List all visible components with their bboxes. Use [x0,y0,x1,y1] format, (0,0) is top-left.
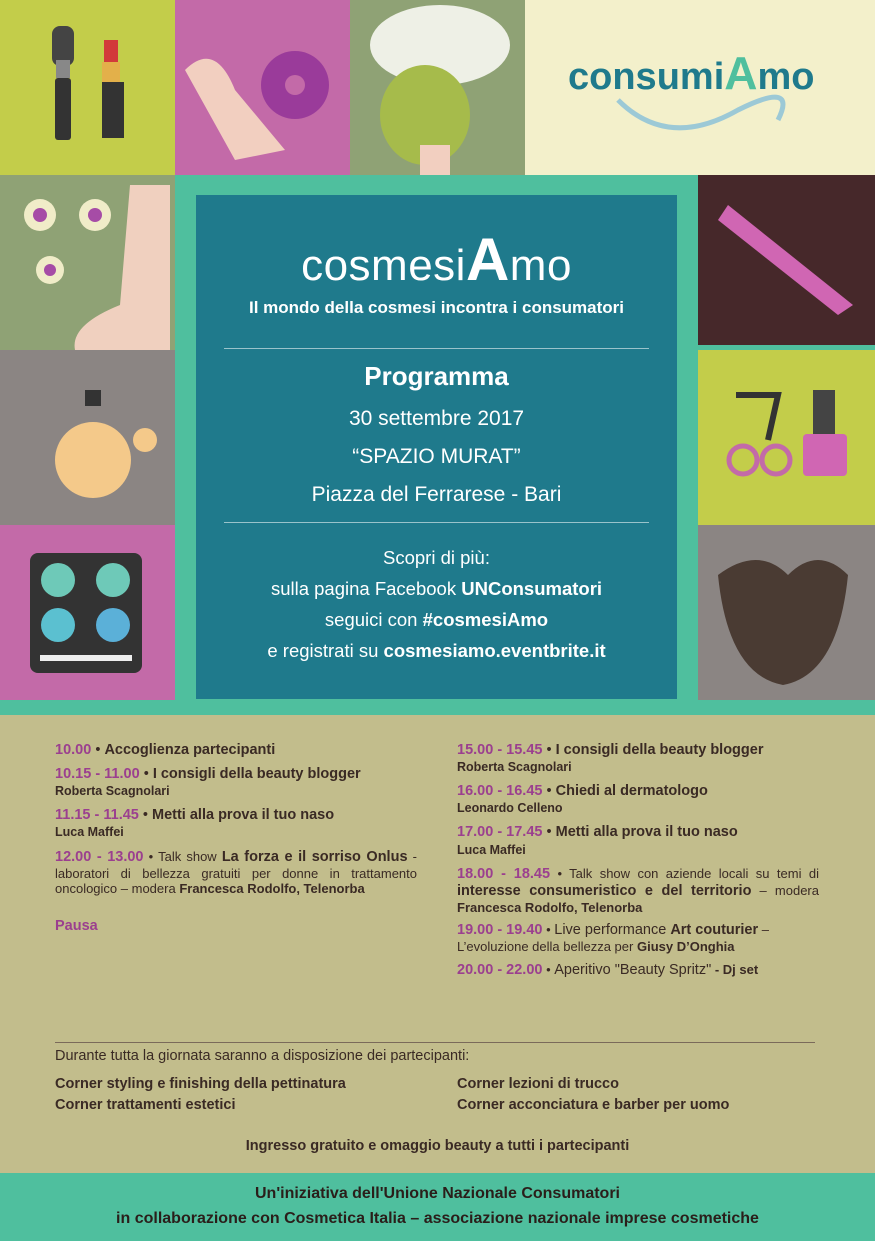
foot-flowers-icon [0,175,175,350]
tile-face-mask [350,0,525,175]
event-venue: “SPAZIO MURAT” [352,445,521,468]
hashtag: #cosmesiAmo [422,609,549,630]
footer-line-1: Un'iniziativa dell'Unione Nazionale Consumatori [255,1185,620,1202]
schedule-item-live: 19.00 - 19.40 • Live performance Art couturier – L’evoluzione della bellezza per Giusy D’Onghia [457,922,769,955]
perfume-icon [0,350,175,525]
event-address: Piazza del Ferrarese - Bari [311,483,562,506]
schedule-item: 15.00 - 15.45 • I consigli della beauty blogger Roberta Scagnolari [457,742,764,775]
schedule-item: 11.15 - 11.45 • Metti alla prova il tuo naso Luca Maffei [55,807,335,840]
programma-heading: Programma [364,361,509,391]
tile-foot [0,175,175,350]
tile-hand [175,0,350,175]
eyeshadow-palette-icon [0,525,175,700]
subtitle: Il mondo della cosmesi incontra i consumatori [248,298,625,317]
tile-eyeshadow [0,525,175,700]
schedule-item-aperitivo: 20.00 - 22.00 • Aperitivo "Beauty Spritz" - Dj set [457,961,759,978]
beard-scissors-icon [698,525,875,700]
pausa-label: Pausa [55,918,98,935]
tile-makeup-brush [0,0,175,175]
schedule-right [457,742,819,986]
eyelash-curler-nailpolish-icon [698,350,875,525]
schedule-item: 10.00 • Accoglienza partecipanti [55,742,276,758]
face-mask-icon [350,0,525,175]
corner-item: Corner styling e finishing della pettinatura [55,1076,346,1092]
tile-perfume [0,350,175,525]
consumiamo-logo: consumiAmo [568,40,848,140]
during-text: Durante tutta la giornata saranno a disposizione dei partecipanti: [55,1048,470,1064]
schedule-item: 10.15 - 11.00 • I consigli della beauty blogger Roberta Scagnolari [55,766,361,799]
facebook-line: sulla pagina Facebook UNConsumatori [270,578,603,599]
hand-flower-icon [175,0,350,175]
register-line: e registrati su cosmesiamo.eventbrite.it [267,640,606,661]
footer-line-2: in collaborazione con Cosmetica Italia – associazione nazionale imprese cosmetiche [116,1210,759,1227]
schedule-left [55,742,417,942]
discover-text: Scopri di più: [383,547,490,568]
schedule-item: 17.00 - 17.45 • Metti alla prova il tuo naso Luca Maffei [457,824,738,857]
schedule-item-talk: 18.00 - 18.45 • Talk show con aziende locali su temi di interesse consumeristico e del territorio – modera Francesca Rodolfo, Telenorba [457,865,819,915]
corner-item: Corner lezioni di trucco [457,1076,619,1092]
cosmesiamo-title: cosmesiAmo [301,226,572,293]
divider [55,1042,815,1043]
corner-item: Corner acconciatura e barber per uomo [457,1097,730,1113]
event-date: 30 settembre 2017 [348,407,525,430]
facebook-link[interactable]: UNConsumatori [461,578,603,599]
programme-box [196,195,677,699]
free-entry-text: Ingresso gratuito e omaggio beauty a tutti i partecipanti [245,1138,630,1154]
divider [224,348,649,349]
brush-lipstick-icon [0,0,175,175]
schedule-item: 16.00 - 16.45 • Chiedi al dermatologo Leonardo Celleno [457,783,708,816]
eventbrite-link[interactable]: cosmesiamo.eventbrite.it [383,640,606,661]
tile-comb [698,175,875,345]
corner-item: Corner trattamenti estetici [55,1097,236,1113]
comb-icon [698,175,875,345]
footer [0,1173,875,1241]
divider [224,522,649,523]
schedule-item-talk: 12.00 - 13.00 • Talk show La forza e il sorriso Onlus - laboratori di bellezza gratuiti per donne in trattamento oncologico – modera Francesca Rodolfo, Telenorba [55,848,417,896]
tile-beard [698,525,875,700]
hashtag-line: seguici con #cosmesiAmo [324,609,549,630]
tile-nail [698,350,875,525]
